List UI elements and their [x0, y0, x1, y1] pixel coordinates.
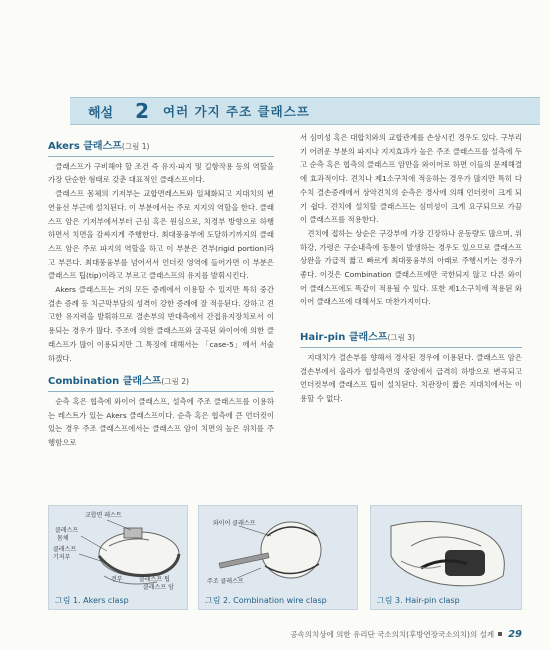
section-title: 여러 가지 주조 클래스프: [163, 104, 310, 119]
hairpin-paragraph-1: 지대치가 결손부를 향해서 경사된 경우에 이용된다. 클래스프 암은 결손부에서 올라가 협설측면의 중앙에서 급격히 하방으로 변곡되고 언더컷부에 클래스프 팁이 설치된다. 치관장이 짧은 지대치에서는 이용할 수 없다.: [300, 352, 522, 403]
figure-combination-clasp: [198, 505, 358, 610]
label-shoulder: 견부: [111, 576, 123, 583]
combination-title: Combination 클래스프: [48, 376, 162, 388]
label-cast-clasp: 주조 클래스프: [207, 578, 244, 585]
label-clasp-body-2: 몸체: [57, 535, 69, 542]
label-clasp-arm: 클래스프 암: [143, 584, 174, 591]
section-number: 2: [135, 99, 150, 123]
footer-square-bullet: [498, 632, 502, 636]
hairpin-fig-ref: (그림 3): [387, 333, 415, 343]
figure-hairpin-clasp: [370, 505, 522, 610]
combination-paragraph-1: 순측 혹은 협측에 와이어 클래스프, 설측에 주조 클래스프를 이용하는 레스트가 있는 Akers 클래스프이다. 순측 혹은 협측에 큰 언더컷이 있는 경우 주조 클래스프에서는 클래스프 암이 치면의 높은 위치를 주행함으로: [48, 396, 274, 448]
right-paragraph-1: 서 심미성 혹은 대합치와의 교합관계를 손상시킨 경우도 있다. 구부리기 어려운 부분의 파지나 지지효과가 높은 주조 클래스프를 설측에 두고 순측 혹은 협측의 클래스프 암만을 와이어로 하면 이들의 문제해결에 효과적이다. 견치나 제1소구치에 적응하는 경우가 많지만 특히 다수치 결손증례에서 상악견치의 순측은 경사에 의해 언더컷이 크게 되기 쉽다. 견치에 설치할 클래스프는 심미성이 크게 요구되므로 가끔 이 클래스프를 적용한다.: [300, 133, 522, 225]
figure-2-caption: 그림 2. Combination wire clasp: [205, 596, 327, 605]
left-column: [48, 140, 274, 450]
akers-fig-ref: (그림 1): [121, 142, 150, 151]
akers-title: Akers 클래스프: [48, 141, 122, 152]
combination-heading: [48, 375, 274, 392]
page-footer: [290, 629, 522, 640]
label-clasp-tip: 클래스프 팁: [139, 576, 170, 583]
footer-running-title: 공속의치상에 의한 유리단 국소의치(후방연장국소의치)의 설계: [290, 630, 495, 639]
hairpin-heading: [300, 331, 522, 348]
figure-3-caption: 그림 3. Hair-pin clasp: [377, 596, 460, 605]
figure-akers-clasp: [48, 505, 188, 610]
hairpin-title: Hair-pin 클래스프: [300, 332, 388, 344]
right-column: [300, 131, 522, 406]
section-label: 해설: [88, 105, 114, 121]
akers-paragraph-2: 클래스프 몸체의 기저부는 교합면레스트와 일체화되고 지대치의 변연융선 부근에 설치된다. 이 부분에서는 주로 지지의 역할을 한다. 클래스프 암은 기저부에서부터 근심 혹은 원심으로, 치경부 방향으로 하행하면서 치면을 감싸지게 주행한다. 최대풍융부에 도달하기까지의 클래스프 암은 주로 파지의 역할을 하고 이 부분은 견부(rigid portion)라고 부른다. 최대풍융부를 넘어서서 언더컷 영역에 들어가면 이 부분은 클래스프 팁(tip)이라고 부르고 클래스프의 유지를 발휘시킨다.: [48, 189, 274, 281]
right-paragraph-2: 견치에 접하는 상순은 구강부에 가장 긴장하나 운동량도 많으며, 위하강, 가령은 구순내측에 동통이 발생하는 경우도 있으므로 클래스프 상완을 가급적 짧고 빠르게 최대풍융부의 아래로 주행시키는 경우가 좋다. 이것은 Combination 클래스프에만 국한되지 않고 다른 와이어 클래스프에도 똑같이 적용될 수 있다. 또한 제1소구치에 적용된 와이어 클래스프에 대해서도 마찬가지이다.: [300, 228, 522, 307]
akers-heading: [48, 140, 274, 157]
label-clasp-base-1: 클래스프: [53, 546, 77, 553]
page-number: 29: [508, 629, 522, 640]
section-header-banner: [70, 97, 540, 125]
label-clasp-base-2: 기저부: [53, 554, 71, 561]
label-clasp-body-1: 클래스프: [55, 527, 79, 534]
akers-paragraph-1: 클래스프가 구비해야 할 조건 즉 유지·파지 및 길항작용 등의 역할을 가장 단순한 형태로 갖춘 대표적인 클래스프이다.: [48, 161, 274, 185]
akers-paragraph-3: Akers 클래스프는 거의 모든 증례에서 이용할 수 있지만 특히 중간 결손 증례 등 치근막부담의 성격이 강한 증례에 잘 적응된다. 강하고 견고한 유지력을 발휘하므로 결손부의 반대측에서 간접유지장치로서 이용되는 경우가 많다. 주조에 의한 클래스프와 굴곡된 와이어에 의한 클래스프가 많이 이용되지만 그 특징에 대해서는 「case-5」에서 서술하겠다.: [48, 285, 274, 363]
label-occlusal-rest: 교합면 레스트: [85, 512, 122, 519]
combination-fig-ref: (그림 2): [161, 377, 189, 387]
figure-1-caption: 그림 1. Akers clasp: [55, 596, 129, 605]
label-wire-clasp: 와이어 클래스프: [213, 520, 256, 527]
